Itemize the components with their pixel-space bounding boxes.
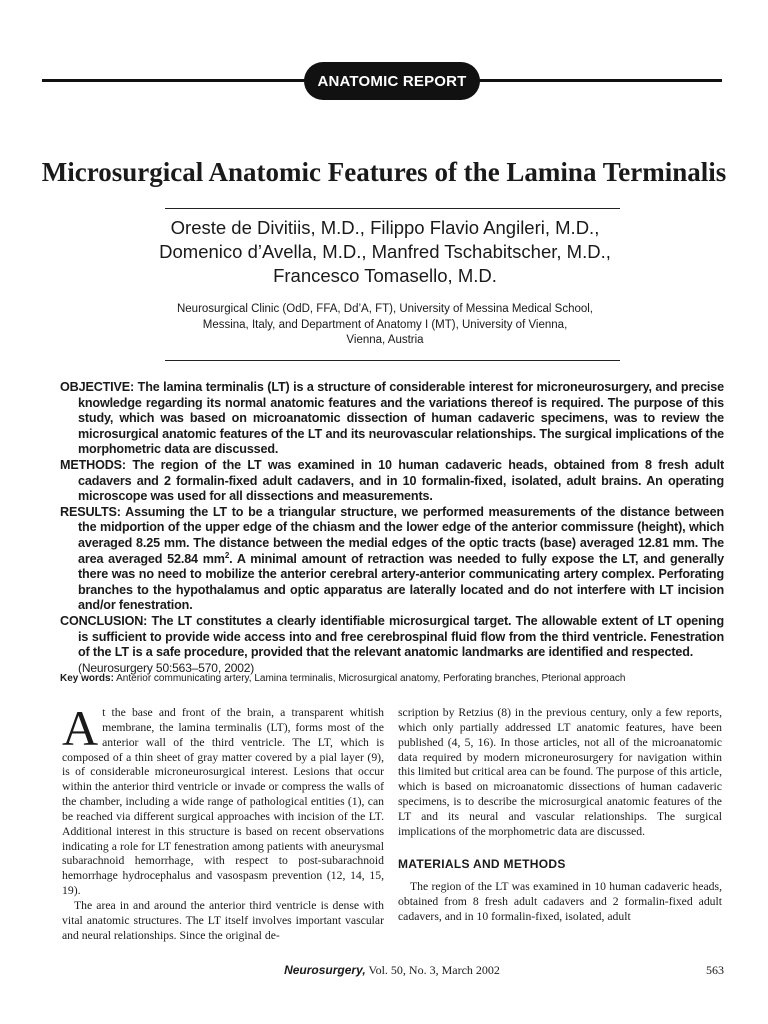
author-line: Domenico d’Avella, M.D., Manfred Tschabitscher, M.D., (159, 241, 611, 262)
page-number: 563 (706, 963, 724, 977)
keywords-text: Anterior communicating artery, Lamina terminalis, Microsurgical anatomy, Perforating branches, Pterional approach (116, 673, 626, 684)
body-column-right (398, 706, 722, 925)
affiliation-line: Vienna, Austria (346, 334, 424, 346)
abstract-text: The region of the LT was examined in 10 human cadaveric heads, obtained from 8 fresh adult cadavers and 2 formalin-fixed adult cadavers, and in 10 formalin-fixed, isolated, adult brains. An operating microscope was used for all dissections and measurements. (78, 457, 724, 504)
affiliation-divider (165, 360, 620, 361)
abstract-results (60, 505, 724, 614)
body-paragraph: scription by Retzius (8) in the previous century, only a few reports, which only partially addressed LT anatomic features, have been published (4, 5, 16). In those articles, not all of the microanatomic data required by modern microneurosurgery for navigation within this limited but critical area can be found. The purpose of this article, which is based on microanatomic dissections of human cadaveric specimens, is to describe the microsurgical anatomic features of the LT and its neural and vascular relationships. The surgical implications of the morphometric data are discussed. (398, 706, 722, 838)
abstract-text: The LT constitutes a clearly identifiable microsurgical target. The allowable extent of LT opening is sufficient to provide wide access into and free cerebrospinal fluid flow from the third ventricle. Fenestration of the LT is a safe procedure, provided that the relevant anatomic landmarks are identified and respected. (78, 613, 724, 660)
abstract-label: RESULTS: (60, 504, 121, 519)
abstract-label: METHODS: (60, 457, 126, 472)
abstract (60, 380, 724, 676)
affiliation-line: Neurosurgical Clinic (OdD, FFA, Dd’A, FT), University of Messina Medical School, (176, 303, 594, 315)
section-banner (42, 62, 722, 100)
title-divider (165, 208, 620, 209)
section-heading: MATERIALS AND METHODS (398, 856, 566, 871)
keywords-label: Key words: (60, 673, 114, 684)
page-footer (60, 963, 724, 979)
author-line: Oreste de Divitiis, M.D., Filippo Flavio Angileri, M.D., (170, 217, 600, 238)
affiliation (150, 302, 620, 349)
article-title: Microsurgical Anatomic Features of the Lamina Terminalis (41, 157, 727, 187)
abstract-label: CONCLUSION: (60, 613, 148, 628)
abstract-methods (60, 458, 724, 505)
abstract-label: OBJECTIVE: (60, 380, 135, 394)
body-paragraph: The area in and around the anterior third ventricle is dense with vital anatomic structures. The LT itself involves important vascular and neural relationships. Since the original de- (62, 898, 384, 942)
banner-label: ANATOMIC REPORT (304, 62, 480, 100)
abstract-objective (60, 380, 724, 458)
author-list (90, 216, 680, 288)
abstract-text: The lamina terminalis (LT) is a structure of considerable interest for microneurosurgery, and precise knowledge regarding its normal anatomic features and the variations thereof is required. The purpose of this study, which was based on microanatomic dissection of human cadaveric specimens, was to review the microsurgical anatomic features of the LT and its neurovascular relationships. The surgical implications of the morphometric data are discussed. (78, 380, 724, 457)
journal-citation (60, 963, 724, 978)
body-paragraph (62, 700, 384, 899)
abstract-text: . A minimal amount of retraction was needed to fully expose the LT, and generally there was no need to mobilize the anterior cerebral artery-anterior communicating artery complex. Perforating branches to the hypothalamus and optic apparatus are laterally located and do not interfere with LT incision and/or fenestration. (78, 551, 724, 613)
affiliation-line: Messina, Italy, and Department of Anatomy I (MT), University of Vienna, (202, 318, 568, 331)
keywords (60, 672, 724, 685)
superscript: 2 (224, 550, 230, 560)
author-line: Francesco Tomasello, M.D. (273, 265, 497, 286)
abstract-citation: (Neurosurgery 50:563–570, 2002) (78, 660, 255, 675)
body-paragraph: The region of the LT was examined in 10 human cadaveric heads, obtained from 8 fresh adult cadavers and 2 formalin-fixed adult cadavers, and in 10 formalin-fixed, isolated, adult (398, 880, 722, 924)
journal-details: Vol. 50, No. 3, March 2002 (365, 963, 500, 977)
journal-name: Neurosurgery, (284, 963, 366, 977)
abstract-conclusion (60, 614, 724, 661)
paragraph-text: t the base and front of the brain, a transparent whitish membrane, the lamina terminalis (LT), forms most of the anterior wall of the third ventricle. The LT, which is composed of a thin sheet of gray matter covered by a pial layer (9), is of considerable microneurosurgical interest. Lesions that occur within the anterior third ventricle or invade or compress the walls of the chamber, including a wide range of pathological entities (1), can be reached via different surgical approaches with incision of the LT. Additional interest in this structure is based on recent observations indicating a role for LT fenestration among patients with aneurysmal subarachnoid hemorrhage, with respect to post-subarachnoid hemorrhage hydrocephalus and vasospasm prevention (12, 14, 15, 19). (62, 706, 384, 898)
abstract-text: Assuming the LT to be a triangular structure, we performed measurements of the distance between the midportion of the upper edge of the chiasm and the lower edge of the anterior commissure (height), which averaged 8.25 mm. The distance between the medial edges of the optic tracts (base) averaged 12.81 mm. The area averaged 52.84 mm (78, 504, 724, 566)
drop-cap: A (62, 700, 99, 756)
body-column-left (62, 700, 384, 944)
